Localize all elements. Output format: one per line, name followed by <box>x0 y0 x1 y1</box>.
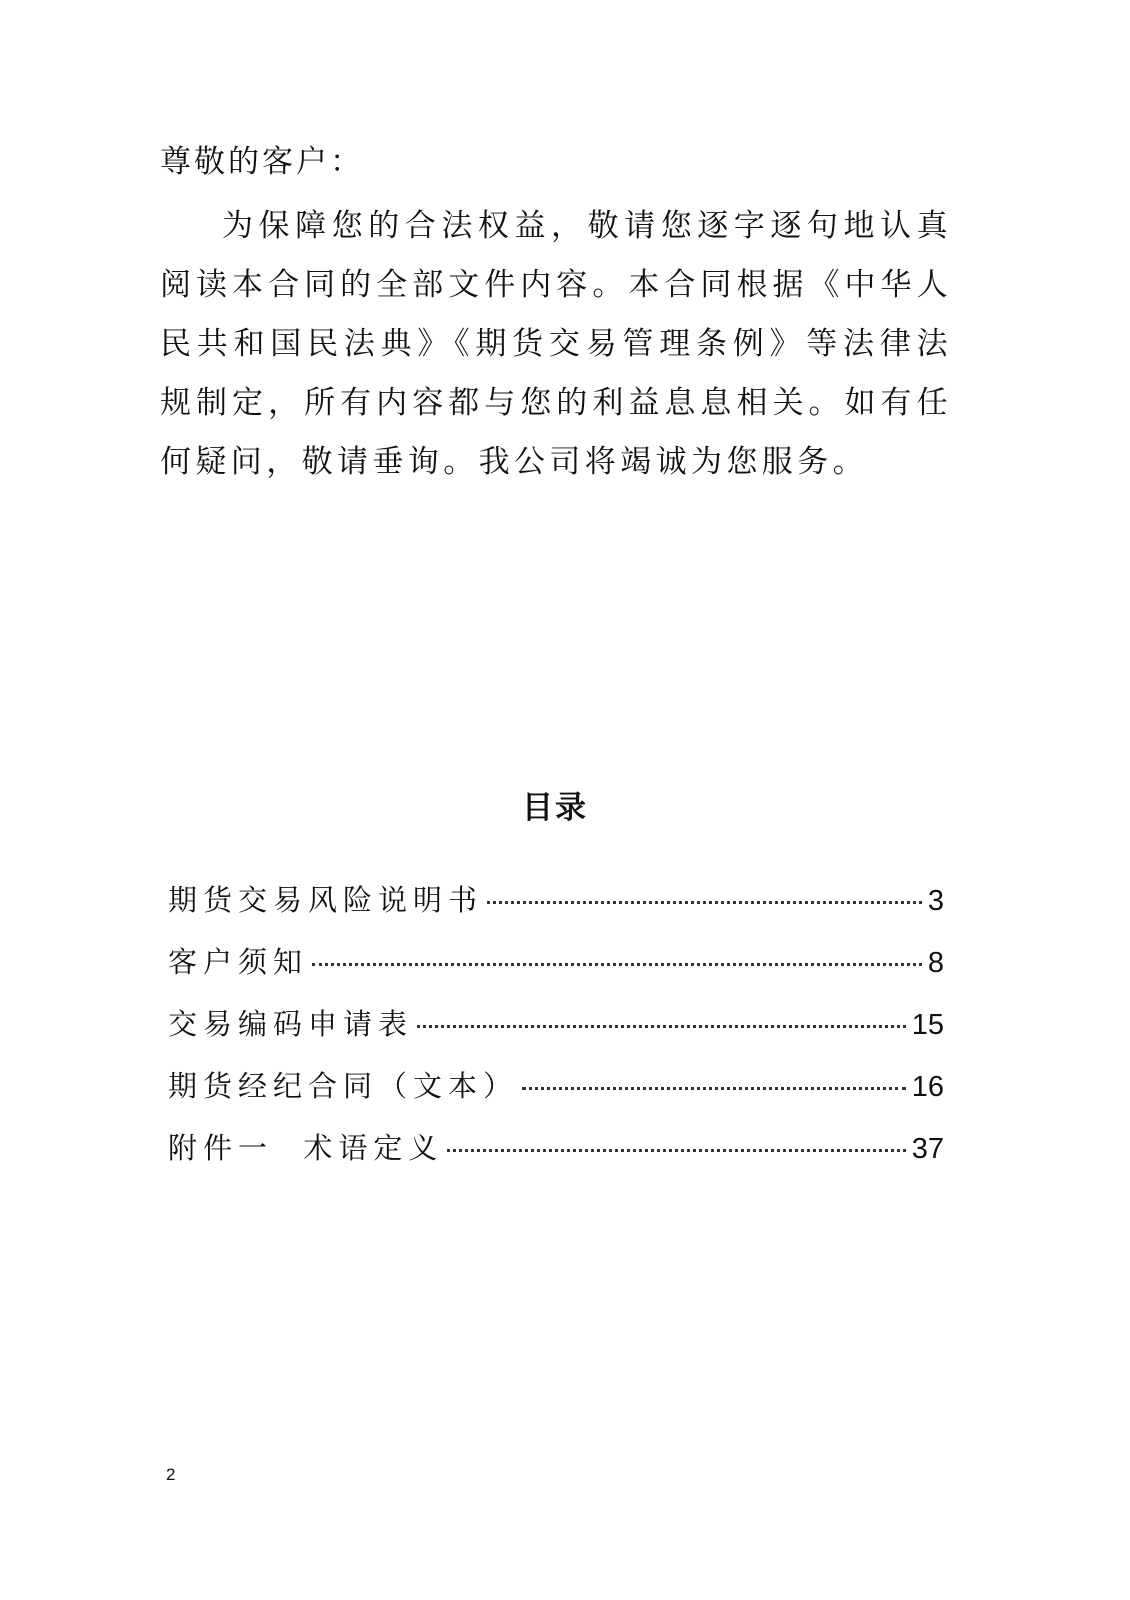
toc-dot-leader <box>417 1025 906 1028</box>
toc-dot-leader <box>312 963 922 966</box>
toc-item-label: 期货交易风险说明书 <box>168 883 484 917</box>
toc-item-page: 3 <box>927 885 944 917</box>
table-of-contents <box>168 878 944 1188</box>
toc-dot-leader <box>487 901 922 904</box>
toc-item-page: 16 <box>911 1071 944 1103</box>
intro-paragraph: 为保障您的合法权益，敬请您逐字逐句地认真阅读本合同的全部文件内容。本合同根据《中华人民共和国民法典》《期货交易管理条例》等法律法规制定，所有内容都与您的利益息息相关。如有任何疑问，敬请垂询。我公司将竭诚为您服务。 <box>160 208 952 480</box>
toc-title: 目录 <box>522 790 588 826</box>
toc-item-label: 期货经纪合同（文本） <box>168 1069 519 1103</box>
toc-item-appendix-definitions[interactable] <box>168 1126 944 1188</box>
toc-item-trading-code-form[interactable] <box>168 1002 944 1064</box>
toc-item-label: 客户须知 <box>168 945 309 979</box>
toc-item-brokerage-contract[interactable] <box>168 1064 944 1126</box>
page-number: 2 <box>166 1465 176 1484</box>
toc-dot-leader <box>522 1087 906 1090</box>
toc-item-customer-notice[interactable] <box>168 940 944 1002</box>
toc-item-label: 交易编码申请表 <box>168 1007 414 1041</box>
toc-item-page: 8 <box>927 947 944 979</box>
toc-item-page: 15 <box>911 1009 944 1041</box>
greeting: 尊敬的客户： <box>160 144 364 180</box>
toc-item-risk-disclosure[interactable] <box>168 878 944 940</box>
toc-dot-leader <box>447 1149 905 1152</box>
toc-item-page: 37 <box>911 1133 944 1165</box>
toc-item-label: 附件一 术语定义 <box>168 1131 444 1165</box>
